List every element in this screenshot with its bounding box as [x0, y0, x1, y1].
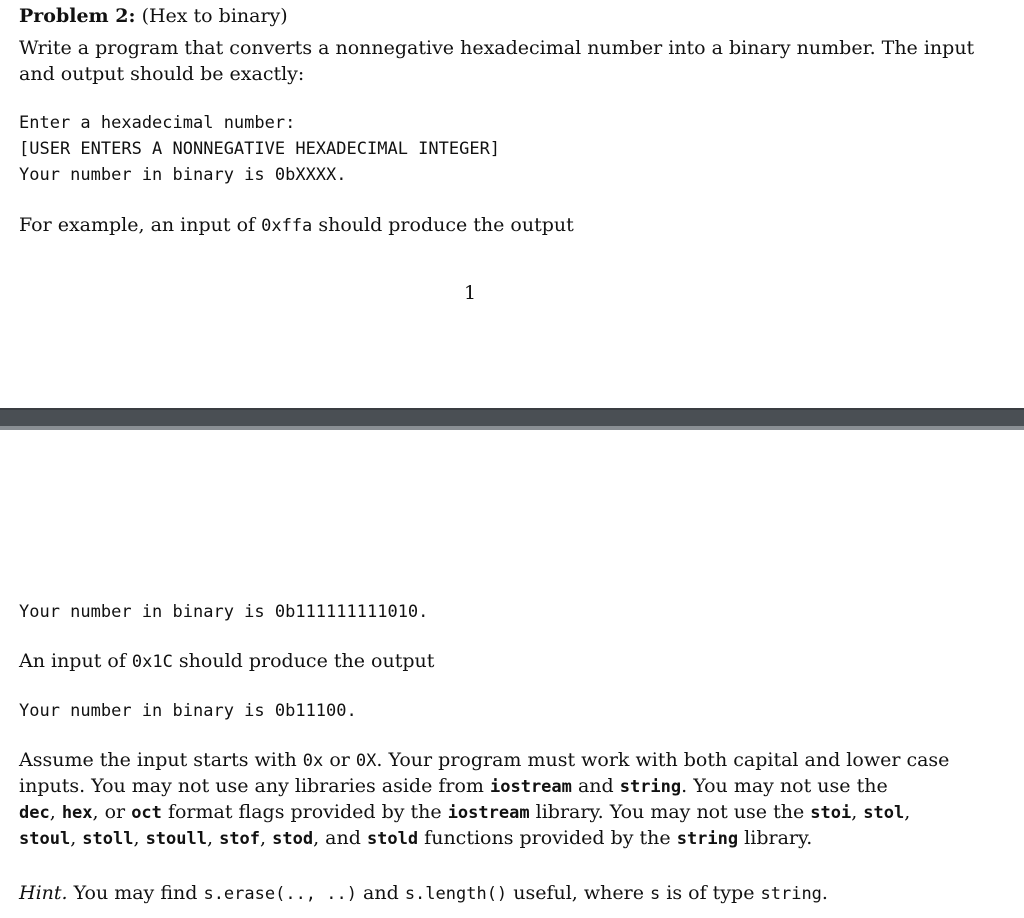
example2-sentence	[19, 649, 434, 674]
problem-subtitle: (Hex to binary)	[141, 5, 288, 27]
assume-text: format flags provided by the	[167, 801, 442, 823]
code-0x: 0x	[302, 751, 324, 771]
assume-text: . Your program must work with both capital and lower case	[376, 749, 950, 771]
code-dec: dec	[19, 803, 50, 823]
assume-line-4	[19, 826, 812, 851]
assume-text: and	[577, 775, 614, 797]
code-iostream: iostream	[490, 777, 572, 797]
code-stod: stod	[272, 829, 314, 849]
hint-text: is of type	[666, 882, 755, 904]
page-number: 1	[464, 282, 477, 304]
example1-text-before: For example, an input of	[19, 214, 256, 236]
io-user-input: [USER ENTERS A NONNEGATIVE HEXADECIMAL INTEGER]	[19, 139, 501, 159]
code-iostream: iostream	[447, 803, 530, 823]
assume-text: library. You may not use the	[535, 801, 805, 823]
assume-text: ,	[206, 827, 214, 849]
code-s-length: s.length()	[404, 884, 508, 904]
code-string: string	[760, 884, 822, 904]
assume-line-2	[19, 774, 888, 799]
code-stoul: stoul	[19, 829, 71, 849]
hint-line	[19, 881, 828, 906]
example1-output: Your number in binary is 0b111111111010.	[19, 602, 429, 622]
page-separator	[0, 408, 1024, 430]
assume-text: ,	[260, 827, 267, 849]
page-2	[0, 430, 1024, 918]
code-stoi: stoi	[810, 803, 852, 823]
hint-text: .	[821, 882, 828, 904]
code-string: string	[676, 829, 739, 849]
hint-text: useful, where	[513, 882, 644, 904]
code-stof: stof	[219, 829, 261, 849]
example2-text-after: should produce the output	[178, 650, 435, 672]
page-1	[0, 0, 1024, 408]
problem-heading	[19, 4, 288, 28]
assume-text: inputs. You may not use any libraries aside from	[19, 775, 484, 797]
io-prompt: Enter a hexadecimal number:	[19, 113, 296, 133]
assume-text: ,	[70, 827, 77, 849]
problem-label: Problem 2:	[19, 5, 136, 27]
assume-text: functions provided by the	[424, 827, 671, 849]
example1-text-after: should produce the output	[318, 214, 574, 236]
example1-sentence	[19, 213, 574, 238]
code-s: s	[650, 884, 661, 904]
assume-text: Assume the input starts with	[19, 749, 297, 771]
assume-line-1	[19, 748, 949, 773]
assume-text: , or	[92, 801, 126, 823]
assume-text: or	[329, 749, 350, 771]
code-s-erase: s.erase(.., ..)	[203, 884, 357, 904]
intro-line-2: and output should be exactly:	[19, 63, 305, 85]
code-hex: hex	[61, 803, 93, 823]
example2-text-before: An input of	[19, 650, 126, 672]
intro-line-1: Write a program that converts a nonnegative hexadecimal number into a binary number. The input	[19, 37, 975, 59]
code-0X: 0X	[355, 751, 377, 771]
hint-text: You may find	[73, 882, 198, 904]
assume-text: ,	[904, 801, 911, 823]
assume-text: ,	[49, 801, 56, 823]
assume-text: ,	[851, 801, 858, 823]
assume-text: , and	[313, 827, 361, 849]
code-oct: oct	[131, 803, 162, 823]
io-output: Your number in binary is 0bXXXX.	[19, 165, 347, 185]
code-stoll: stoll	[82, 829, 134, 849]
assume-text: library.	[744, 827, 813, 849]
code-stold: stold	[366, 829, 419, 849]
example1-input: 0xffa	[261, 216, 313, 236]
example2-output: Your number in binary is 0b11100.	[19, 701, 357, 721]
hint-text: and	[363, 882, 399, 904]
code-stoull: stoull	[145, 829, 207, 849]
assume-line-3	[19, 800, 910, 825]
assume-text: . You may not use the	[681, 775, 888, 797]
code-stol: stol	[863, 803, 905, 823]
code-string: string	[619, 777, 682, 797]
example2-input: 0x1C	[131, 652, 173, 672]
assume-text: ,	[133, 827, 140, 849]
hint-label: Hint.	[19, 882, 68, 904]
